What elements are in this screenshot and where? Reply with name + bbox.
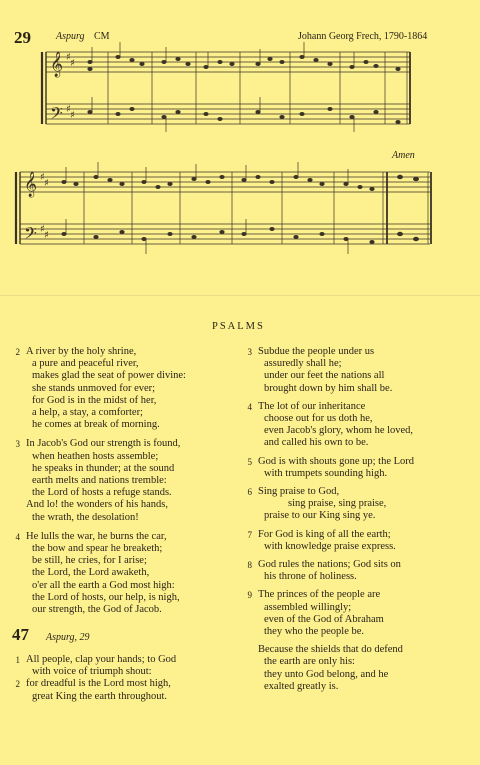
verse-number: 9 [247, 590, 252, 601]
verse-line: assuredly shall he; [264, 358, 342, 370]
verse-line: brought down by him shall be. [264, 382, 393, 394]
composer-credit: Johann Georg Frech, 1790-1864 [298, 31, 428, 42]
verse-number: 1 [15, 655, 20, 665]
verse-line: the earth are only his: [264, 656, 355, 668]
svg-text:♯: ♯ [66, 104, 71, 115]
verse-number: 3 [247, 347, 252, 357]
verse [242, 456, 477, 480]
verse-line: A river by the holy shrine, [26, 346, 137, 357]
verse-line: great King the earth throughout. [32, 690, 168, 702]
verse-line: praise to our King sing ye. [264, 510, 376, 522]
verse-line: earth melts and nations tremble: [32, 475, 167, 487]
verse-line: she stands unmoved for ever; [32, 382, 156, 394]
verse-line: the Lord, the Lord awaketh, [32, 567, 150, 579]
verse-line: makes glad the seat of power divine: [32, 370, 186, 382]
verse-line: For God is king of all the earth; [258, 528, 391, 540]
verse-line: with trumpets sounding high. [264, 467, 388, 479]
verse [10, 438, 235, 523]
section-title: PSALMS [212, 321, 265, 332]
verse-number: 5 [247, 456, 252, 467]
svg-text:♯: ♯ [44, 230, 49, 241]
verse-line: And lo! the wonders of his hands, [26, 499, 169, 511]
verse-line: with voice of triumph shout: [32, 666, 152, 678]
verse [242, 644, 477, 693]
verse-line: assembled willingly; [264, 601, 352, 613]
verse-line: choose out for us doth he, [264, 413, 373, 425]
verse-line: when heathen hosts assemble; [32, 450, 159, 462]
verse [242, 589, 477, 638]
verse-line: He lulls the war, he burns the car, [26, 530, 167, 542]
verse-number: 2 [15, 347, 20, 357]
verse-line: he speaks in thunder; at the sound [32, 462, 175, 474]
verse-line: The princes of the people are [258, 589, 381, 601]
verse-number: 8 [247, 560, 252, 571]
svg-text:𝄞: 𝄞 [50, 52, 64, 77]
page-seam [0, 295, 480, 296]
verse [242, 486, 477, 523]
verse [242, 346, 477, 395]
verse-line: God is with shouts gone up; the Lord [258, 455, 415, 467]
verse [242, 559, 477, 583]
svg-text:𝄞: 𝄞 [24, 172, 38, 197]
verse-line: for God is in the midst of her, [32, 394, 157, 406]
svg-text:♯: ♯ [66, 52, 71, 63]
verse-number: 6 [247, 487, 252, 498]
svg-text:♯: ♯ [40, 172, 45, 183]
verse-line: sing praise, sing praise, [288, 498, 387, 510]
svg-text:♯: ♯ [70, 58, 75, 69]
verse-line: Subdue the people under us [258, 346, 375, 357]
svg-text:♯: ♯ [70, 110, 75, 121]
verse-line: Sing praise to God, [258, 486, 340, 498]
tune-name: Aspurg [56, 31, 85, 42]
verse-number: 7 [247, 529, 252, 540]
verse-line: be still, he cries, for I arise; [32, 555, 147, 567]
verse-line: a help, a stay, a comforter; [32, 407, 143, 419]
verse-line: under our feet the nations all [264, 370, 385, 382]
left-column [10, 346, 235, 623]
verse-line: In Jacob's God our strength is found, [26, 438, 181, 450]
hymn47-verses [10, 654, 235, 703]
verse-line: the Lord of hosts a refuge stands. [32, 487, 172, 499]
verse-line: Because the shields that do defend [258, 644, 403, 656]
verse-number: 4 [15, 531, 20, 542]
amen-label: Amen [392, 150, 415, 161]
verse-number: 4 [247, 401, 252, 412]
hymn47-tune-ref: Aspurg, 29 [46, 632, 90, 643]
hymn-number-29: 29 [14, 28, 31, 47]
verse-number: 3 [15, 439, 20, 450]
verse [242, 401, 477, 450]
verse-line: our strength, the God of Jacob. [32, 604, 162, 616]
verse [10, 346, 235, 431]
hymn-number-47: 47 [12, 625, 29, 644]
svg-text:𝄢: 𝄢 [50, 103, 63, 127]
verse-line: even Jacob's glory, whom he loved, [264, 425, 414, 437]
svg-text:♯: ♯ [40, 224, 45, 235]
svg-text:♯: ♯ [44, 178, 49, 189]
verse-line: his throne of holiness. [264, 571, 357, 583]
verse-number: 2 [15, 679, 20, 690]
verse-line: they unto God belong, and he [264, 668, 389, 680]
verse-line: o'er all the earth a God most high: [32, 579, 175, 591]
svg-text:𝄢: 𝄢 [24, 223, 37, 247]
verse-line: for dreadful is the Lord most high, [26, 678, 171, 690]
verse-line: a pure and peaceful river, [32, 358, 139, 370]
verse-line: the bow and spear he breaketh; [32, 543, 163, 555]
music-system-2 [0, 160, 480, 270]
verse-line: the Lord of hosts, our help, is nigh, [32, 591, 180, 603]
verse-line: exalted greatly is. [264, 680, 339, 692]
verse [10, 531, 235, 616]
verse-line: they who the people be. [264, 626, 365, 638]
verse-line: the wrath, the desolation! [32, 511, 139, 523]
verse-line: with knowledge praise express. [264, 540, 396, 552]
verse-line: The lot of our inheritance [258, 400, 366, 412]
verse [10, 678, 235, 702]
verse-line: God rules the nations; God sits on [258, 559, 401, 571]
verse [242, 529, 477, 553]
right-column [242, 346, 477, 699]
verse-line: he comes at break of morning. [32, 419, 160, 431]
verse-line: All people, clap your hands; to God [26, 654, 177, 665]
verse-line: even of the God of Abraham [264, 613, 384, 625]
meter: CM [94, 31, 110, 42]
verse-line: and called his own to be. [264, 437, 369, 449]
verse [10, 654, 235, 678]
